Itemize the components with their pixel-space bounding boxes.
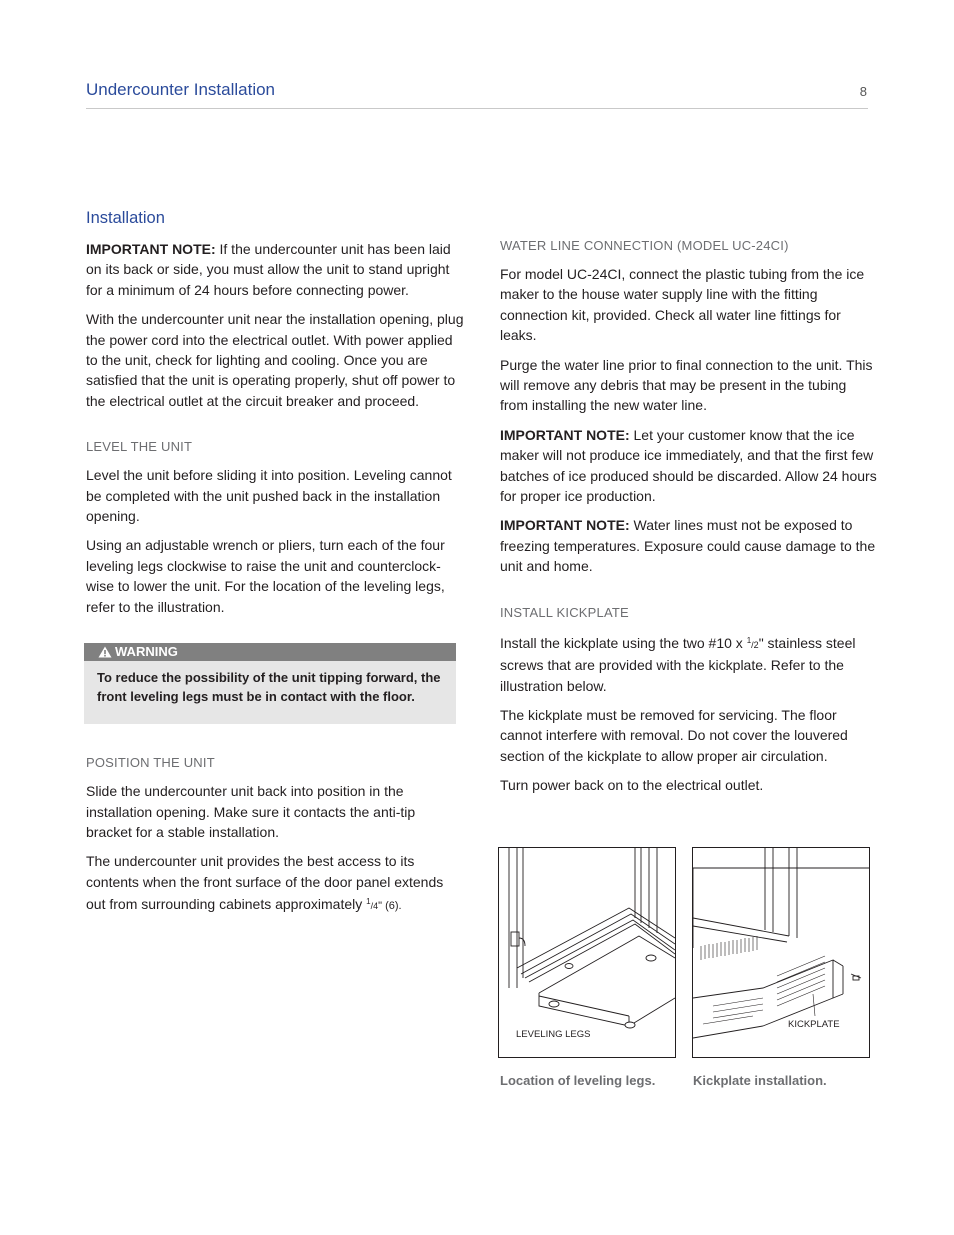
install-kickplate-heading: INSTALL KICKPLATE xyxy=(500,604,629,620)
kickplate-caption: Kickplate installation. xyxy=(693,1073,827,1088)
position-paragraph-2 xyxy=(86,851,464,916)
water-paragraph-2: Purge the water line prior to final connection to the unit. This will remove any debris that may be present in the tubing from installing the new water line. xyxy=(500,356,873,414)
fraction-denominator: 4 xyxy=(373,901,379,912)
kickplate-paragraph-1 xyxy=(500,631,878,696)
leveling-legs-caption: Location of leveling legs. xyxy=(500,1073,656,1088)
half-denominator: 2 xyxy=(753,639,759,650)
important-note-freeze-text: Water lines must not be exposed to freezing temperatures. Exposure could cause damage to the unit and home. xyxy=(500,517,876,575)
level-unit-heading: LEVEL THE UNIT xyxy=(86,439,193,455)
left-column xyxy=(86,207,464,926)
fraction-numerator: 1 xyxy=(366,897,371,907)
quarter-fraction: $^1$/4 xyxy=(366,897,379,912)
page-number: 8 xyxy=(859,84,867,99)
important-note-ice-label: IMPORTANT NOTE: xyxy=(500,426,630,443)
leveling-legs-label: LEVELING LEGS xyxy=(516,1029,591,1040)
position-paragraph-2-text: The undercounter unit provides the best access to its contents when the front surface of the door panel extends out from surrounding cabinets approximately xyxy=(86,853,444,913)
important-note-freeze xyxy=(500,515,878,576)
right-column xyxy=(500,237,878,805)
header-rule xyxy=(86,108,868,109)
important-note-text: If the undercounter unit has been laid on its back or side, you must allow the unit to stand upright for a minimum of 24 hours before connecting power. xyxy=(86,241,451,298)
kickplate-paragraph-1-a: Install the kickplate using the two #10 x xyxy=(500,634,747,651)
kickplate-figure xyxy=(692,847,870,1058)
level-paragraph-1: Level the unit before sliding it into position. Leveling cannot be completed with the unit pushed back in the installation opening. xyxy=(86,467,452,525)
level-paragraph-2: Using an adjustable wrench or pliers, turn each of the four leveling legs clockwise to raise the unit and counterclock-wise to lower the unit. For the location of the leveling legs, refer to the illustration. xyxy=(86,537,445,615)
warning-text: To reduce the possibility of the unit tipping forward, the front leveling legs must be in contact with the floor. xyxy=(97,670,441,705)
section-title: Installation xyxy=(86,209,165,227)
important-note-ice xyxy=(500,425,878,507)
kickplate-paragraph-1-b: " stainless steel screws that are provided with the kickplate. Refer to the illustration below. xyxy=(500,634,856,694)
warning-label: WARNING xyxy=(115,644,178,660)
important-note-ice-text: Let your customer know that the ice maker will not produce ice immediately, and that the first few batches of ice produced should be discarded. Allow 24 hours for proper ice production. xyxy=(500,426,877,505)
kickplate-paragraph-2: The kickplate must be removed for servicing. The floor cannot interfere with removal. Do not cover the louvered section of the kickplate to allow proper air circulation. xyxy=(500,706,848,764)
water-line-heading: WATER LINE CONNECTION (MODEL UC-24CI) xyxy=(500,238,789,253)
important-note-label: IMPORTANT NOTE: xyxy=(86,241,216,257)
power-paragraph: With the undercounter unit near the installation opening, plug the power cord into the electrical outlet. With power applied to the unit, check for lighting and cooling. Once you are satisfied that the unit is operating properly, shut off power to the electrical outlet at the circuit breaker and proceed. xyxy=(86,311,464,409)
important-note-freeze-label: IMPORTANT NOTE: xyxy=(500,517,630,534)
position-unit-heading: POSITION THE UNIT xyxy=(86,755,215,771)
warning-bar xyxy=(84,643,456,661)
important-note-paragraph xyxy=(86,239,464,300)
half-numerator: 1 xyxy=(746,635,752,645)
page-header-title: Undercounter Installation xyxy=(86,80,276,99)
water-paragraph-1: For model UC-24CI, connect the plastic tubing from the ice maker to the house water supply line with the fitting connection kit, provided. Check all water line fittings for leaks. xyxy=(500,266,865,344)
kickplate-paragraph-3: Turn power back on to the electrical outlet. xyxy=(500,777,764,794)
warning-triangle-icon xyxy=(98,646,112,658)
kickplate-label: KICKPLATE xyxy=(788,1019,840,1030)
kickplate-illustration xyxy=(693,848,869,1057)
position-paragraph-1: Slide the undercounter unit back into position in the installation opening. Make sure it contacts the anti-tip bracket for a stable installation. xyxy=(86,783,416,840)
position-unit: " (6). xyxy=(378,900,402,913)
half-fraction: $^1$/2 xyxy=(746,635,759,650)
leveling-legs-figure xyxy=(498,847,676,1058)
leveling-legs-illustration xyxy=(499,848,675,1057)
warning-box xyxy=(84,643,456,724)
